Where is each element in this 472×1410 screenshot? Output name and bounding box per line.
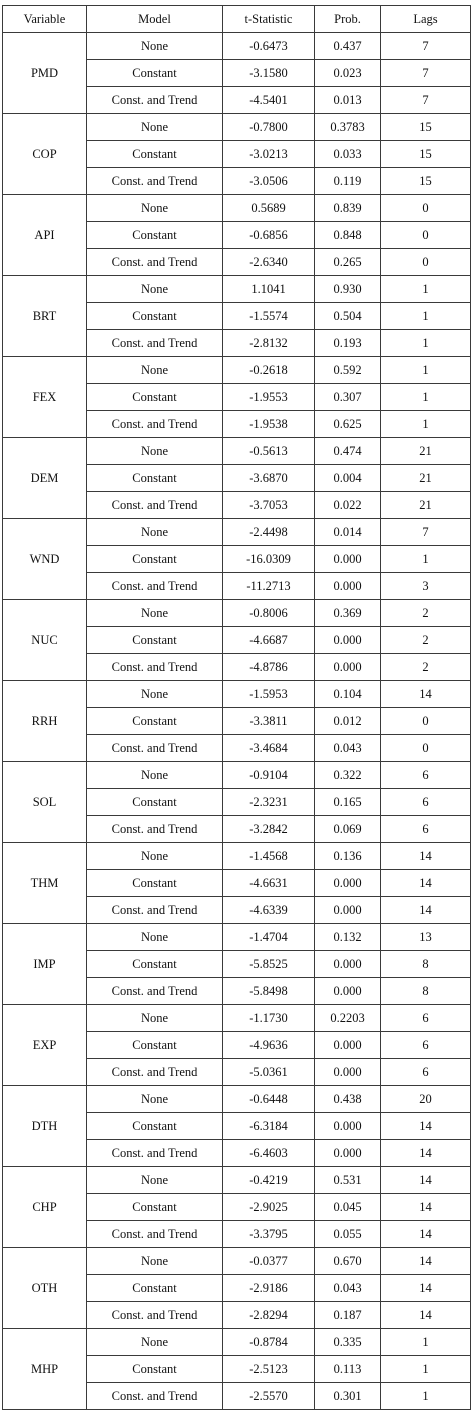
lags-cell: 3	[381, 573, 471, 600]
prob-cell: 0.000	[315, 627, 381, 654]
lags-cell: 6	[381, 1059, 471, 1086]
variable-cell: CHP	[3, 1167, 87, 1248]
prob-cell: 0.023	[315, 60, 381, 87]
prob-cell: 0.000	[315, 1113, 381, 1140]
t-statistic-cell: -6.3184	[223, 1113, 315, 1140]
prob-cell: 0.104	[315, 681, 381, 708]
model-cell: Constant	[87, 1194, 223, 1221]
lags-cell: 14	[381, 1140, 471, 1167]
prob-cell: 0.013	[315, 87, 381, 114]
model-cell: Const. and Trend	[87, 1059, 223, 1086]
t-statistic-cell: -3.2842	[223, 816, 315, 843]
t-statistic-cell: -11.2713	[223, 573, 315, 600]
model-cell: Const. and Trend	[87, 735, 223, 762]
table-row	[3, 843, 471, 870]
t-statistic-cell: -3.4684	[223, 735, 315, 762]
table-body	[3, 33, 471, 1410]
prob-cell: 0.119	[315, 168, 381, 195]
t-statistic-cell: -16.0309	[223, 546, 315, 573]
lags-cell: 1	[381, 357, 471, 384]
prob-cell: 0.369	[315, 600, 381, 627]
lags-cell: 14	[381, 870, 471, 897]
prob-cell: 0.187	[315, 1302, 381, 1329]
t-statistic-cell: -5.8525	[223, 951, 315, 978]
lags-cell: 7	[381, 60, 471, 87]
model-cell: Constant	[87, 870, 223, 897]
prob-cell: 0.000	[315, 573, 381, 600]
prob-cell: 0.043	[315, 735, 381, 762]
model-cell: Constant	[87, 222, 223, 249]
lags-cell: 1	[381, 303, 471, 330]
lags-cell: 14	[381, 1167, 471, 1194]
model-cell: Constant	[87, 303, 223, 330]
model-cell: Const. and Trend	[87, 330, 223, 357]
model-cell: Const. and Trend	[87, 654, 223, 681]
unit-root-test-table	[2, 5, 471, 1410]
lags-cell: 1	[381, 411, 471, 438]
table-row	[3, 276, 471, 303]
prob-cell: 0.000	[315, 870, 381, 897]
prob-cell: 0.000	[315, 951, 381, 978]
t-statistic-cell: -5.0361	[223, 1059, 315, 1086]
model-cell: Const. and Trend	[87, 249, 223, 276]
lags-cell: 14	[381, 897, 471, 924]
lags-cell: 1	[381, 1383, 471, 1410]
model-cell: None	[87, 1329, 223, 1356]
model-cell: Const. and Trend	[87, 1302, 223, 1329]
model-cell: Constant	[87, 1275, 223, 1302]
prob-cell: 0.014	[315, 519, 381, 546]
t-statistic-cell: -2.9025	[223, 1194, 315, 1221]
t-statistic-cell: -0.8006	[223, 600, 315, 627]
table-row	[3, 600, 471, 627]
t-statistic-cell: -2.3231	[223, 789, 315, 816]
t-statistic-cell: -3.3811	[223, 708, 315, 735]
t-statistic-cell: -4.6631	[223, 870, 315, 897]
lags-cell: 6	[381, 762, 471, 789]
prob-cell: 0.437	[315, 33, 381, 60]
variable-cell: DEM	[3, 438, 87, 519]
t-statistic-cell: -4.6339	[223, 897, 315, 924]
table-row	[3, 681, 471, 708]
lags-cell: 0	[381, 735, 471, 762]
t-statistic-cell: -3.0213	[223, 141, 315, 168]
lags-cell: 20	[381, 1086, 471, 1113]
lags-cell: 6	[381, 789, 471, 816]
lags-cell: 1	[381, 546, 471, 573]
prob-cell: 0.000	[315, 546, 381, 573]
t-statistic-cell: -0.6448	[223, 1086, 315, 1113]
header-variable: Variable	[3, 6, 87, 33]
variable-cell: EXP	[3, 1005, 87, 1086]
t-statistic-cell: -6.4603	[223, 1140, 315, 1167]
model-cell: Constant	[87, 384, 223, 411]
lags-cell: 0	[381, 249, 471, 276]
lags-cell: 7	[381, 519, 471, 546]
prob-cell: 0.438	[315, 1086, 381, 1113]
prob-cell: 0.2203	[315, 1005, 381, 1032]
model-cell: Constant	[87, 1032, 223, 1059]
header-row	[3, 6, 471, 33]
lags-cell: 1	[381, 1356, 471, 1383]
model-cell: None	[87, 1086, 223, 1113]
prob-cell: 0.592	[315, 357, 381, 384]
prob-cell: 0.000	[315, 654, 381, 681]
model-cell: Const. and Trend	[87, 897, 223, 924]
lags-cell: 6	[381, 1032, 471, 1059]
t-statistic-cell: -1.5574	[223, 303, 315, 330]
variable-cell: PMD	[3, 33, 87, 114]
model-cell: None	[87, 276, 223, 303]
t-statistic-cell: -2.9186	[223, 1275, 315, 1302]
variable-cell: WND	[3, 519, 87, 600]
model-cell: Const. and Trend	[87, 1221, 223, 1248]
lags-cell: 21	[381, 492, 471, 519]
model-cell: None	[87, 600, 223, 627]
model-cell: None	[87, 33, 223, 60]
prob-cell: 0.625	[315, 411, 381, 438]
model-cell: None	[87, 1005, 223, 1032]
variable-cell: RRH	[3, 681, 87, 762]
lags-cell: 6	[381, 816, 471, 843]
t-statistic-cell: -1.5953	[223, 681, 315, 708]
t-statistic-cell: -0.6856	[223, 222, 315, 249]
prob-cell: 0.033	[315, 141, 381, 168]
t-statistic-cell: -0.5613	[223, 438, 315, 465]
model-cell: Constant	[87, 141, 223, 168]
prob-cell: 0.000	[315, 897, 381, 924]
prob-cell: 0.531	[315, 1167, 381, 1194]
prob-cell: 0.839	[315, 195, 381, 222]
lags-cell: 14	[381, 1221, 471, 1248]
variable-cell: COP	[3, 114, 87, 195]
t-statistic-cell: -1.9538	[223, 411, 315, 438]
model-cell: Constant	[87, 1356, 223, 1383]
t-statistic-cell: -3.3795	[223, 1221, 315, 1248]
t-statistic-cell: -1.1730	[223, 1005, 315, 1032]
table-row	[3, 1248, 471, 1275]
t-statistic-cell: -3.6870	[223, 465, 315, 492]
variable-cell: DTH	[3, 1086, 87, 1167]
variable-cell: OTH	[3, 1248, 87, 1329]
lags-cell: 15	[381, 168, 471, 195]
prob-cell: 0.335	[315, 1329, 381, 1356]
prob-cell: 0.004	[315, 465, 381, 492]
model-cell: None	[87, 1167, 223, 1194]
header-lags: Lags	[381, 6, 471, 33]
t-statistic-cell: -4.5401	[223, 87, 315, 114]
lags-cell: 7	[381, 87, 471, 114]
model-cell: Constant	[87, 546, 223, 573]
model-cell: Const. and Trend	[87, 1140, 223, 1167]
prob-cell: 0.301	[315, 1383, 381, 1410]
model-cell: Const. and Trend	[87, 411, 223, 438]
table-row	[3, 519, 471, 546]
prob-cell: 0.504	[315, 303, 381, 330]
table-row	[3, 1005, 471, 1032]
prob-cell: 0.265	[315, 249, 381, 276]
t-statistic-cell: -4.6687	[223, 627, 315, 654]
t-statistic-cell: -2.8294	[223, 1302, 315, 1329]
t-statistic-cell: -0.4219	[223, 1167, 315, 1194]
model-cell: None	[87, 357, 223, 384]
model-cell: Constant	[87, 60, 223, 87]
model-cell: Constant	[87, 1113, 223, 1140]
prob-cell: 0.045	[315, 1194, 381, 1221]
prob-cell: 0.055	[315, 1221, 381, 1248]
prob-cell: 0.132	[315, 924, 381, 951]
t-statistic-cell: 0.5689	[223, 195, 315, 222]
model-cell: None	[87, 924, 223, 951]
model-cell: Const. and Trend	[87, 573, 223, 600]
lags-cell: 14	[381, 1248, 471, 1275]
table-row	[3, 33, 471, 60]
prob-cell: 0.012	[315, 708, 381, 735]
t-statistic-cell: 1.1041	[223, 276, 315, 303]
prob-cell: 0.113	[315, 1356, 381, 1383]
prob-cell: 0.474	[315, 438, 381, 465]
t-statistic-cell: -2.6340	[223, 249, 315, 276]
lags-cell: 0	[381, 222, 471, 249]
lags-cell: 14	[381, 681, 471, 708]
table-row	[3, 1329, 471, 1356]
model-cell: Const. and Trend	[87, 816, 223, 843]
model-cell: Const. and Trend	[87, 87, 223, 114]
lags-cell: 15	[381, 114, 471, 141]
prob-cell: 0.043	[315, 1275, 381, 1302]
t-statistic-cell: -1.4568	[223, 843, 315, 870]
t-statistic-cell: -2.8132	[223, 330, 315, 357]
t-statistic-cell: -2.5123	[223, 1356, 315, 1383]
model-cell: None	[87, 114, 223, 141]
lags-cell: 21	[381, 465, 471, 492]
lags-cell: 2	[381, 600, 471, 627]
lags-cell: 1	[381, 384, 471, 411]
t-statistic-cell: -5.8498	[223, 978, 315, 1005]
variable-cell: API	[3, 195, 87, 276]
t-statistic-cell: -2.4498	[223, 519, 315, 546]
prob-cell: 0.3783	[315, 114, 381, 141]
lags-cell: 6	[381, 1005, 471, 1032]
lags-cell: 1	[381, 1329, 471, 1356]
t-statistic-cell: -0.0377	[223, 1248, 315, 1275]
table-row	[3, 924, 471, 951]
table-row	[3, 357, 471, 384]
lags-cell: 2	[381, 654, 471, 681]
table-row	[3, 1086, 471, 1113]
model-cell: None	[87, 843, 223, 870]
lags-cell: 14	[381, 1113, 471, 1140]
variable-cell: IMP	[3, 924, 87, 1005]
lags-cell: 0	[381, 195, 471, 222]
t-statistic-cell: -0.7800	[223, 114, 315, 141]
header-t-statistic: t-Statistic	[223, 6, 315, 33]
prob-cell: 0.000	[315, 1032, 381, 1059]
prob-cell: 0.000	[315, 1140, 381, 1167]
model-cell: None	[87, 762, 223, 789]
lags-cell: 14	[381, 1275, 471, 1302]
lags-cell: 8	[381, 978, 471, 1005]
model-cell: Constant	[87, 627, 223, 654]
lags-cell: 14	[381, 1194, 471, 1221]
table-row	[3, 195, 471, 222]
t-statistic-cell: -1.4704	[223, 924, 315, 951]
prob-cell: 0.307	[315, 384, 381, 411]
lags-cell: 0	[381, 708, 471, 735]
lags-cell: 1	[381, 276, 471, 303]
table-row	[3, 114, 471, 141]
variable-cell: NUC	[3, 600, 87, 681]
table-row	[3, 438, 471, 465]
prob-cell: 0.136	[315, 843, 381, 870]
model-cell: Constant	[87, 789, 223, 816]
lags-cell: 1	[381, 330, 471, 357]
t-statistic-cell: -0.9104	[223, 762, 315, 789]
model-cell: None	[87, 195, 223, 222]
model-cell: None	[87, 438, 223, 465]
t-statistic-cell: -3.1580	[223, 60, 315, 87]
t-statistic-cell: -0.2618	[223, 357, 315, 384]
model-cell: Constant	[87, 465, 223, 492]
header-model: Model	[87, 6, 223, 33]
model-cell: None	[87, 1248, 223, 1275]
prob-cell: 0.022	[315, 492, 381, 519]
lags-cell: 15	[381, 141, 471, 168]
lags-cell: 2	[381, 627, 471, 654]
variable-cell: MHP	[3, 1329, 87, 1410]
prob-cell: 0.848	[315, 222, 381, 249]
table-row	[3, 1167, 471, 1194]
model-cell: None	[87, 681, 223, 708]
variable-cell: SOL	[3, 762, 87, 843]
t-statistic-cell: -2.5570	[223, 1383, 315, 1410]
prob-cell: 0.000	[315, 978, 381, 1005]
prob-cell: 0.000	[315, 1059, 381, 1086]
model-cell: Const. and Trend	[87, 492, 223, 519]
prob-cell: 0.322	[315, 762, 381, 789]
model-cell: Constant	[87, 951, 223, 978]
lags-cell: 14	[381, 843, 471, 870]
t-statistic-cell: -3.0506	[223, 168, 315, 195]
table-row	[3, 762, 471, 789]
lags-cell: 13	[381, 924, 471, 951]
prob-cell: 0.165	[315, 789, 381, 816]
t-statistic-cell: -1.9553	[223, 384, 315, 411]
lags-cell: 8	[381, 951, 471, 978]
variable-cell: THM	[3, 843, 87, 924]
t-statistic-cell: -3.7053	[223, 492, 315, 519]
table-header	[3, 6, 471, 33]
model-cell: Const. and Trend	[87, 168, 223, 195]
t-statistic-cell: -0.6473	[223, 33, 315, 60]
model-cell: None	[87, 519, 223, 546]
model-cell: Constant	[87, 708, 223, 735]
prob-cell: 0.670	[315, 1248, 381, 1275]
t-statistic-cell: -0.8784	[223, 1329, 315, 1356]
prob-cell: 0.193	[315, 330, 381, 357]
prob-cell: 0.069	[315, 816, 381, 843]
variable-cell: FEX	[3, 357, 87, 438]
variable-cell: BRT	[3, 276, 87, 357]
t-statistic-cell: -4.9636	[223, 1032, 315, 1059]
model-cell: Const. and Trend	[87, 1383, 223, 1410]
lags-cell: 14	[381, 1302, 471, 1329]
lags-cell: 21	[381, 438, 471, 465]
model-cell: Const. and Trend	[87, 978, 223, 1005]
header-prob: Prob.	[315, 6, 381, 33]
lags-cell: 7	[381, 33, 471, 60]
t-statistic-cell: -4.8786	[223, 654, 315, 681]
prob-cell: 0.930	[315, 276, 381, 303]
